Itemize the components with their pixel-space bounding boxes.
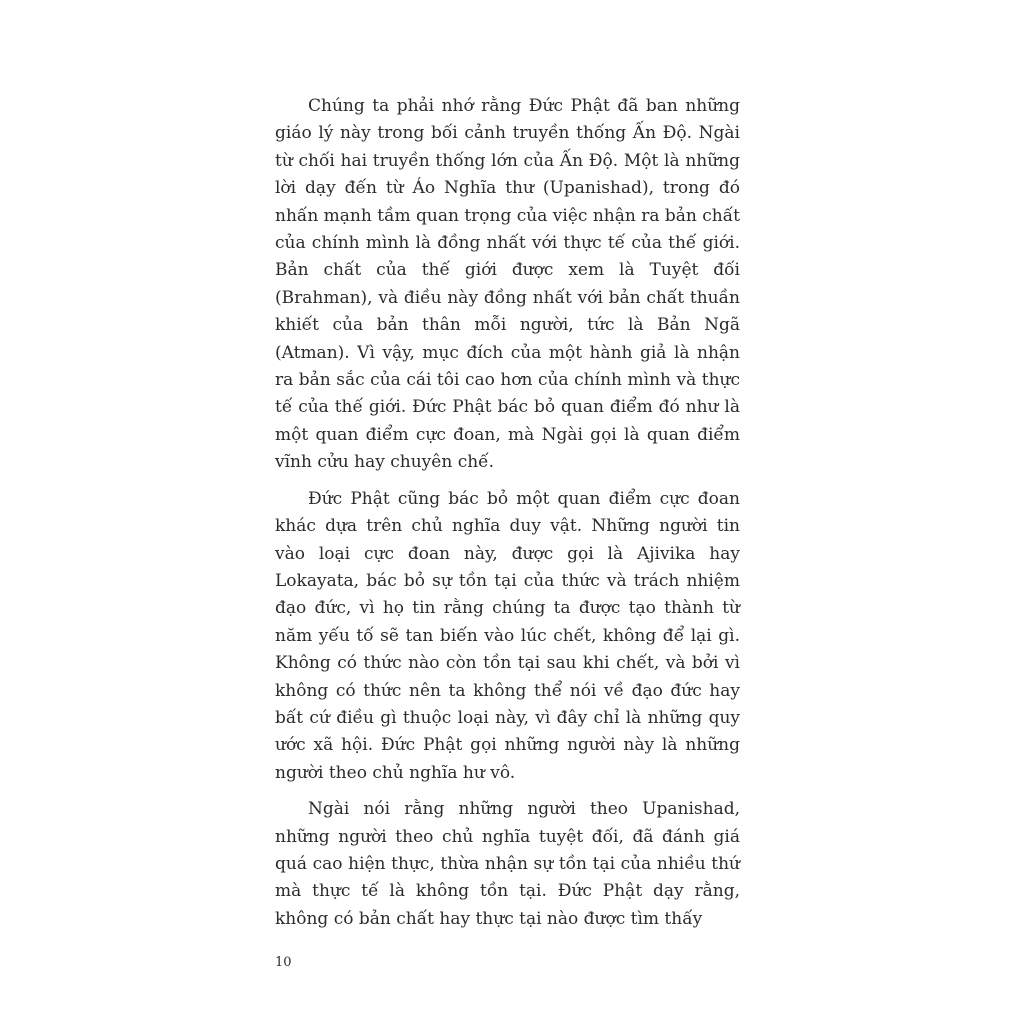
paragraph-2: Đức Phật cũng bác bỏ một quan điểm cực đoan khác dựa trên chủ nghĩa duy vật. Những người tin vào loại cực đoan này, được gọi là Ajivika hay Lokayata, bác bỏ sự tồn tại của thức và trách nhiệm đạo đức, vì họ tin rằng chúng ta được tạo thành từ năm yếu tố sẽ tan biến vào lúc chết, không để lại gì. Không có thức nào còn tồn tại sau khi chết, và bởi vì không có thức nên ta không thể nói về đạo đức hay bất cứ điều gì thuộc loại này, vì đây chỉ là những quy ước xã hội. Đức Phật gọi những người này là những người theo chủ nghĩa hư vô. bbox=[275, 488, 740, 783]
paragraph-3: Ngài nói rằng những người theo Upanishad, những người theo chủ nghĩa tuyệt đối, đã đánh giá quá cao hiện thực, thừa nhận sự tồn tại của nhiều thứ mà thực tế là không tồn tại. Đức Phật dạy rằng, không có bản chất hay thực tại nào được tìm thấy bbox=[275, 799, 740, 929]
page-body bbox=[275, 93, 740, 942]
page-number: 10 bbox=[275, 955, 292, 970]
paragraph-1: Chúng ta phải nhớ rằng Đức Phật đã ban những giáo lý này trong bối cảnh truyền thống Ấn Độ. Ngài từ chối hai truyền thống lớn của Ấn Độ. Một là những lời dạy đến từ Áo Nghĩa thư (Upanishad), trong đó nhấn mạnh tầm quan trọng của việc nhận ra bản chất của chính mình là đồng nhất với thực tế của thế giới. Bản chất của thế giới được xem là Tuyệt đối (Brahman), và điều này đồng nhất với bản chất thuần khiết của bản thân mỗi người, tức là Bản Ngã (Atman). Vì vậy, mục đích của một hành giả là nhận ra bản sắc của cái tôi cao hơn của chính mình và thực tế của thế giới. Đức Phật bác bỏ quan điểm đó như là một quan điểm cực đoan, mà Ngài gọi là quan điểm vĩnh cửu hay chuyên chế. bbox=[275, 96, 740, 473]
